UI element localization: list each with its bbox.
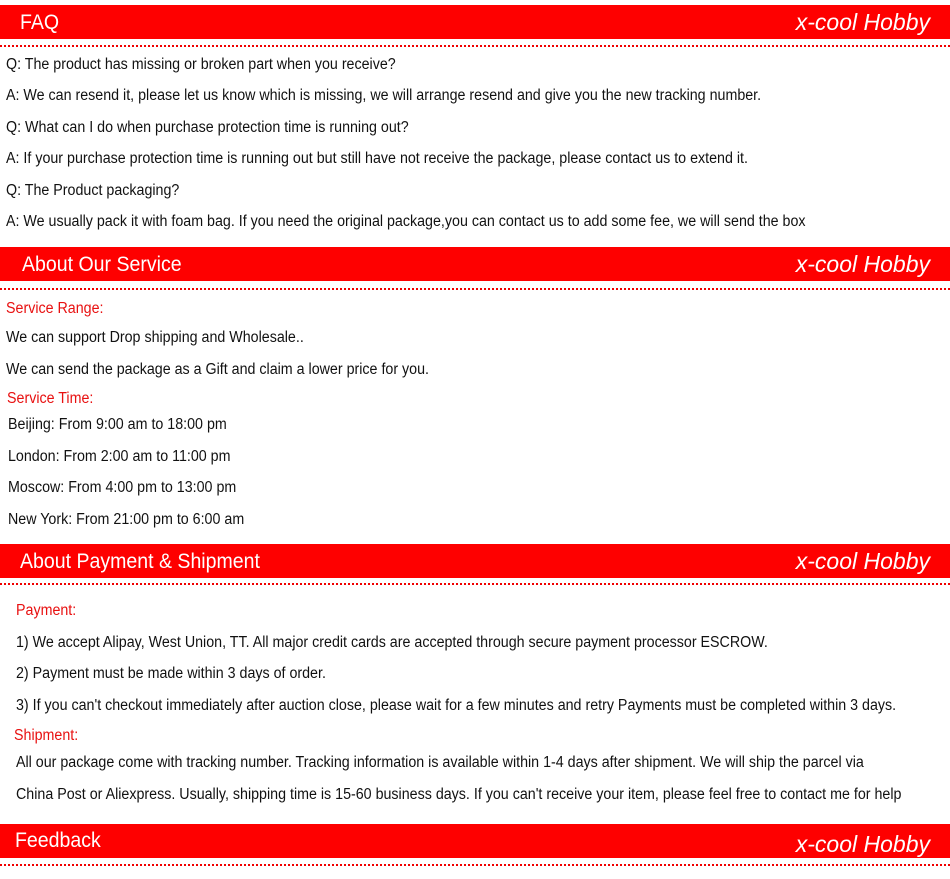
faq-title: FAQ: [20, 11, 60, 34]
feedback-divider: [0, 864, 950, 866]
service-time-moscow: Moscow: From 4:00 pm to 13:00 pm: [8, 479, 237, 496]
faq-question-2: Q: What can I do when purchase protection time is running out?: [6, 119, 409, 136]
shipment-line-1: All our package come with tracking number. Tracking information is available within 1-4 days after shipment. We will ship the parcel via: [16, 754, 864, 771]
service-time-newyork: New York: From 21:00 pm to 6:00 am: [8, 511, 245, 528]
service-time-london: London: From 2:00 am to 11:00 pm: [8, 448, 231, 465]
faq-divider: [0, 45, 950, 47]
payment-brand: x-cool Hobby: [795, 548, 930, 574]
payment-line-2: 2) Payment must be made within 3 days of order.: [16, 665, 326, 682]
faq-question-1: Q: The product has missing or broken part when you receive?: [6, 56, 396, 73]
faq-header: [0, 4, 950, 39]
service-range-line-2: We can send the package as a Gift and claim a lower price for you.: [6, 361, 430, 378]
faq-answer-3: A: We usually pack it with foam bag. If you need the original package,you can contact us to add some fee, we will send the box: [6, 213, 806, 230]
faq-answer-1: A: We can resend it, please let us know which is missing, we will arrange resend and give you the new tracking number.: [6, 87, 762, 104]
service-title: About Our Service: [22, 253, 182, 276]
payment-header: [0, 543, 950, 578]
payment-line-1: 1) We accept Alipay, West Union, TT. All major credit cards are accepted through secure payment processor ESCROW.: [16, 634, 768, 651]
service-brand: x-cool Hobby: [795, 251, 930, 277]
service-range-label: Service Range:: [6, 300, 104, 317]
service-range-line-1: We can support Drop shipping and Wholesale..: [6, 329, 304, 346]
payment-divider: [0, 583, 950, 585]
feedback-title: Feedback: [15, 829, 101, 852]
faq-answer-2: A: If your purchase protection time is running out but still have not receive the package, please contact us to extend it.: [6, 150, 748, 167]
service-header: [0, 246, 950, 281]
service-divider: [0, 288, 950, 290]
feedback-brand: x-cool Hobby: [795, 831, 930, 857]
faq-question-3: Q: The Product packaging?: [6, 182, 180, 199]
feedback-header: [0, 823, 950, 858]
payment-title: About Payment & Shipment: [20, 550, 260, 573]
service-time-beijing: Beijing: From 9:00 am to 18:00 pm: [8, 416, 227, 433]
service-time-label: Service Time:: [7, 390, 94, 407]
shipment-label: Shipment:: [14, 727, 79, 744]
payment-label: Payment:: [16, 602, 77, 619]
shipment-line-2: China Post or Aliexpress. Usually, shipping time is 15-60 business days. If you can't receive your item, please feel free to contact me for help: [16, 786, 902, 803]
payment-line-3: 3) If you can't checkout immediately after auction close, please wait for a few minutes and retry Payments must be completed within 3 days.: [16, 697, 897, 714]
faq-brand: x-cool Hobby: [795, 9, 930, 35]
